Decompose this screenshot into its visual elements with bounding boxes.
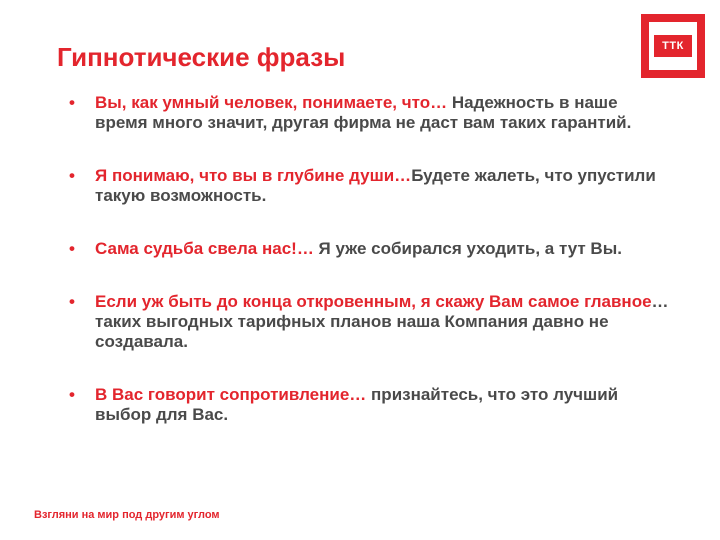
bullet-marker: • <box>69 166 75 185</box>
phrase-text: Я уже собирался уходить, а тут Вы. <box>313 239 622 258</box>
list-item <box>69 292 669 352</box>
list-item <box>69 166 669 206</box>
phrase-text: признайтесь, что это лучший выбор для Вас. <box>95 385 619 424</box>
bullet-marker: • <box>69 385 75 404</box>
phrase-text: Надежность в наше время много значит, другая фирма не даст вам таких гарантий. <box>95 93 632 132</box>
phrase-highlight: Если уж быть до конца откровенным, я скажу Вам самое главное <box>95 292 652 311</box>
slogan: Взгляни на мир под другим углом <box>34 509 220 521</box>
bullet-marker: • <box>69 239 75 258</box>
list-item <box>69 385 669 425</box>
phrase-text: … таких выгодных тарифных планов наша Компания давно не создавала. <box>95 292 669 351</box>
bullet-marker: • <box>69 93 75 112</box>
list-item <box>69 239 669 259</box>
bullet-marker: • <box>69 292 75 311</box>
phrase-highlight: Сама судьба свела нас!… <box>95 239 314 258</box>
slide-title: Гипнотические фразы <box>57 42 346 72</box>
list-item <box>69 93 669 133</box>
phrase-highlight: Вы, как умный человек, понимаете, что… <box>95 93 448 112</box>
phrase-list <box>69 93 669 425</box>
phrase-highlight: В Вас говорит сопротивление… <box>95 385 367 404</box>
ttk-logo <box>641 14 705 78</box>
phrase-text: Будете жалеть, что упустили такую возможность. <box>95 166 656 205</box>
ttk-logo-text: ТТК <box>654 35 692 57</box>
phrase-highlight: Я понимаю, что вы в глубине души… <box>95 166 412 185</box>
